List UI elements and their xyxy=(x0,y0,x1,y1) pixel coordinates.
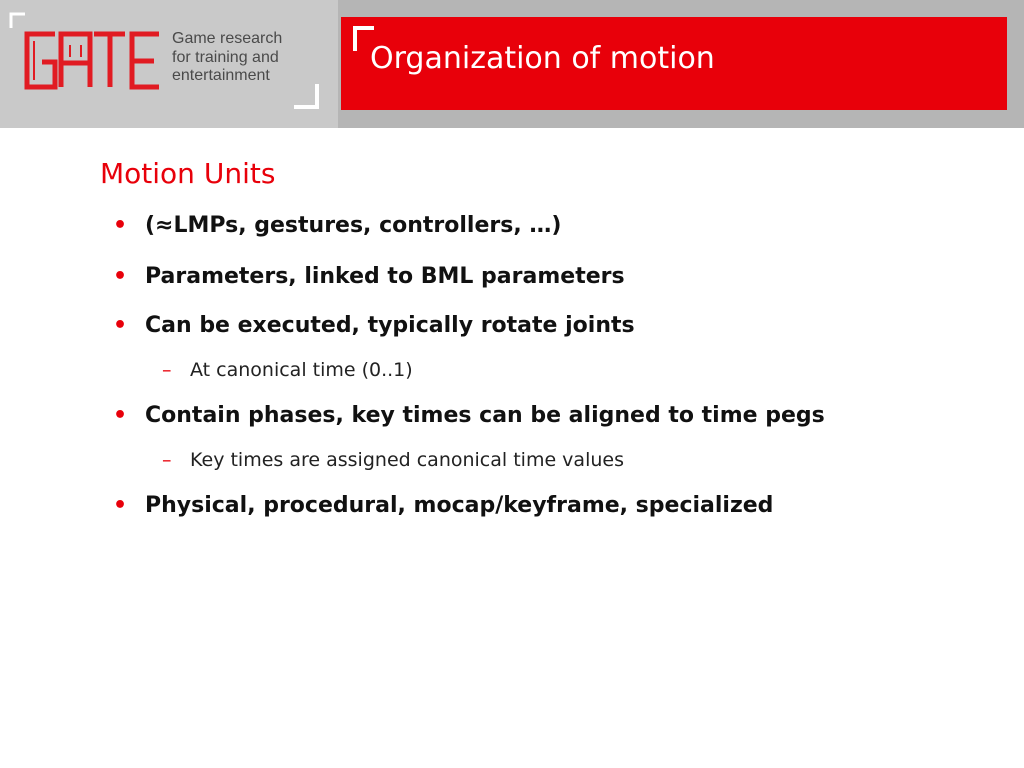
bullet-icon: • xyxy=(113,403,128,428)
sub-bullet-item xyxy=(162,356,413,384)
bullet-icon: • xyxy=(113,213,128,238)
tagline-line-1: Game research xyxy=(172,30,283,47)
bullet-icon: • xyxy=(113,493,128,518)
dash-icon: – xyxy=(162,449,172,471)
sub-bullet-text: Key times are assigned canonical time values xyxy=(190,449,624,471)
bullet-icon: • xyxy=(113,313,128,338)
dash-icon: – xyxy=(162,359,172,381)
bullet-text: Physical, procedural, mocap/keyframe, specialized xyxy=(145,493,774,518)
bullet-item xyxy=(113,491,773,521)
bullet-item xyxy=(113,262,625,292)
section-heading: Motion Units xyxy=(100,157,276,190)
bullet-icon: • xyxy=(113,264,128,289)
bullet-text: Parameters, linked to BML parameters xyxy=(145,264,625,289)
bullet-text: (≈LMPs, gestures, controllers, …) xyxy=(145,213,562,238)
tagline-line-2: for training and xyxy=(172,48,279,66)
tagline-line-3: entertainment xyxy=(172,67,270,84)
bullet-item xyxy=(113,311,635,341)
bullet-text: Can be executed, typically rotate joints xyxy=(145,313,635,338)
bullet-item xyxy=(113,401,825,431)
sub-bullet-text: At canonical time (0..1) xyxy=(190,359,413,381)
bullet-text: Contain phases, key times can be aligned to time pegs xyxy=(145,403,825,428)
bullet-item xyxy=(113,211,561,241)
sub-bullet-item xyxy=(162,446,624,474)
slide-title: Organization of motion xyxy=(370,41,715,76)
